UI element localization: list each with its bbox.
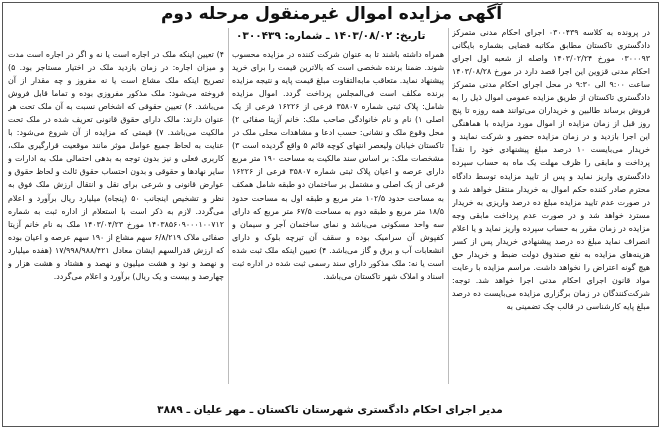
date-value: ۱۴۰۳/۰۸/۰۲ [333, 30, 393, 42]
notice-signature: مدیر اجرای احکام دادگستری شهرستان تاکستان ـ مهر علیان ـ ۳۸۸۹ [157, 404, 503, 416]
column-left-text: ۴) تعیین اینکه ملک در اجاره است یا نه و اگر در اجاره است مدت و میزان اجاره: در زمان بازدید ملک در اختیار مستاجر بود. ۵) تصریح اینکه ملک مشاع است یا نه مفروز و چه مقدار از آن فروخته می‌شود: ملک مذکور مفروزی بوده و تماما قابل فروش می‌باشد. ۶) تعیین حقوقی که اشخاص نسبت به آن ملک تحت هر عنوان دارند: مالک دارای حقوق قانونی تعریف شده در ملک تحت مالکیت می‌باشد. ۷) قیمتی که مزایده از آن شروع می‌شود: با عنایت به لحاظ جمیع عوامل موثر مانند موقعیت قرارگیری ملک، کاربری فعلی و نیز بدون توجه به بدهی احتمالی ملک به ادارات و سایر نهادها و حقوقی و بدون احتساب حقوق ثالث و لحاظ حقوق و عوارض قانونی و شرعی برای نقل و انتقال ارزش ملک فوق به نظر و تشخیص اینجانب ۵۰ (پنجاه) میلیارد ریال برآورد و اعلام می‌گردد. لازم به ذکر است با استعلام از اداره ثبت به شماره ۱۴۰۳۸۵۶۰۹۰۰۰۱۰۰۷۱۲ مورخ ۱۴۰۳/۰۴/۲۳ ملک به نام خانم آزیتا صفائی ملاک ۶/۸/۲۱۹ سهم مشاع از ۱۹۰ سهم عرصه و اعیان بوده که ارزش قدرالسهم ایشان معادل ۱۷/۹۹۸/۹۸۸/۴۲۱ (هفده میلیارد و نهصد و نود و هشت میلیون و نهصد و هشتاد و هشت هزار و چهارصد و بیست و یک ریال) برآورد و اعلام می‌گردد. [8, 50, 224, 281]
notice-reference [236, 30, 425, 42]
column-middle-text: همراه داشته باشند تا به عنوان شرکت کننده در مزایده محسوب شوند. ضمنا برنده شخصی است که بالاترین قیمت را برای خرید پیشنهاد نماید. متعاقب مابه‌التفاوت مبلغ قیمت پایه و نتیجه مزایده برنده مکلف است فی‌المجلس پرداخت گردد. اموال مزایده شامل: پلاک ثبتی شماره ۳۵۸۰۷ فرعی از ۱۶۲۲۶ فرعی از یک اصلی ۱) نام و نام خانوادگی صاحب ملک: خانم آزیتا صفائی ۲) محل وقوع ملک و نشانی: حسب ادعا و مشاهدات محلی ملک در تاکستان خیابان ولیعصر انتهای کوچه قائم ۵ واقع گردیده است ۳) مشخصات ملک: بر اساس سند مالکیت به مساحت ۱۹۰ متر مربع دارای عرصه و اعیان پلاک ثبتی شماره ۳۵۸۰۷ فرعی از ۱۶۲۲۶ فرعی از یک اصلی و مشتمل بر ساختمان دو طبقه شامل همکف به مساحت حدود ۱۰۲/۵ متر مربع و طبقه اول به مساحت حدود ۱۸/۵ متر مربع و طبقه دوم به مساحت ۶۷/۵ متر مربع که دارای سه واحد مسکونی می‌باشد و نمای ساختمان آجر و سیمان و کفپوش آن سرامیک بوده و سقف آن تیرچه بلوک و دارای انشعابات آب و برق و گاز می‌باشد. ۴) تعیین اینکه ملک ثبت شده است یا نه: ملک مذکور دارای سند رسمی ثبت شده در اداره ثبت اسناد و املاک شهر تاکستان می‌باشد. [232, 50, 444, 281]
notice-title: آگهی مزایده اموال غیرمنقول مرحله دوم [160, 4, 503, 24]
column-divider-left [228, 28, 229, 384]
number-value: ۰۳۰۰۴۳۹ [236, 30, 281, 42]
dash-separator: ـ [325, 30, 330, 42]
column-left [8, 48, 224, 386]
number-label: شماره: [284, 30, 323, 42]
column-divider-right [448, 28, 449, 384]
column-right-text: در پرونده به کلاسه ۰۳۰۰۴۳۹ اجرای احکام مدنی متمرکز دادگستری تاکستان مطابق مکاتبه قضایی بشماره بایگانی ۰۳۰۰۰۹۳ مورخ ۱۴۰۳/۰۲/۲۴ واصله از شعبه اول اجرای احکام مدنی قزوین این اجرا قصد دارد در مورخ ۱۴۰۳/۰۸/۲۸ ساعت ۹:۰۰ الی ۹:۳۰ در محل اجرای احکام مدنی متمرکز دادگستری تاکستان از طریق مزایده عمومی اموال ذیل را به فروش برساند طالبین و خریداران می‌توانند همه روزه تا پنج روز قبل از زمان مزایده از اموال مورد مزایده با هماهنگی این اجرا بازدید و در زمان مزایده حضور و شرکت نمایند و خریدار می‌بایست ۱۰ درصد مبلغ پیشنهادی خود را نقداً پرداخت و مابقی را ظرف مهلت یک ماه به حساب سپرده دادگستری واریز نماید و پس از تایید مزایده توسط دادگاه محترم صادر کننده حکم اموال به خریدار منتقل خواهد شد و در صورت عدم تایید مزایده مبلغ ده درصد واریزی به خریدار مسترد خواهد شد و در صورت عدم پرداخت مابقی وجه مزایده در زمان مقرر به حساب سپرده واریز نماید و یا اعلام انصراف نماید مبلغ ده درصد پیشنهادی خریدار پس از کسر هزینه‌های مزایده به نفع صندوق دولت ضبط و خریدار حق هیچ گونه اعتراض را نخواهد داشت. مراسم مزایده با رعایت مواد قانون اجرای احکام مدنی اجرا خواهد شد. توجه: شرکت‌کنندگان در زمان برگزاری مزایده می‌بایست ده درصد مبلغ پایه کارشناسی در قالب چک تضمینی به [452, 28, 650, 311]
column-right [452, 26, 650, 386]
column-middle [232, 48, 444, 386]
date-label: تاریخ: [395, 30, 426, 42]
